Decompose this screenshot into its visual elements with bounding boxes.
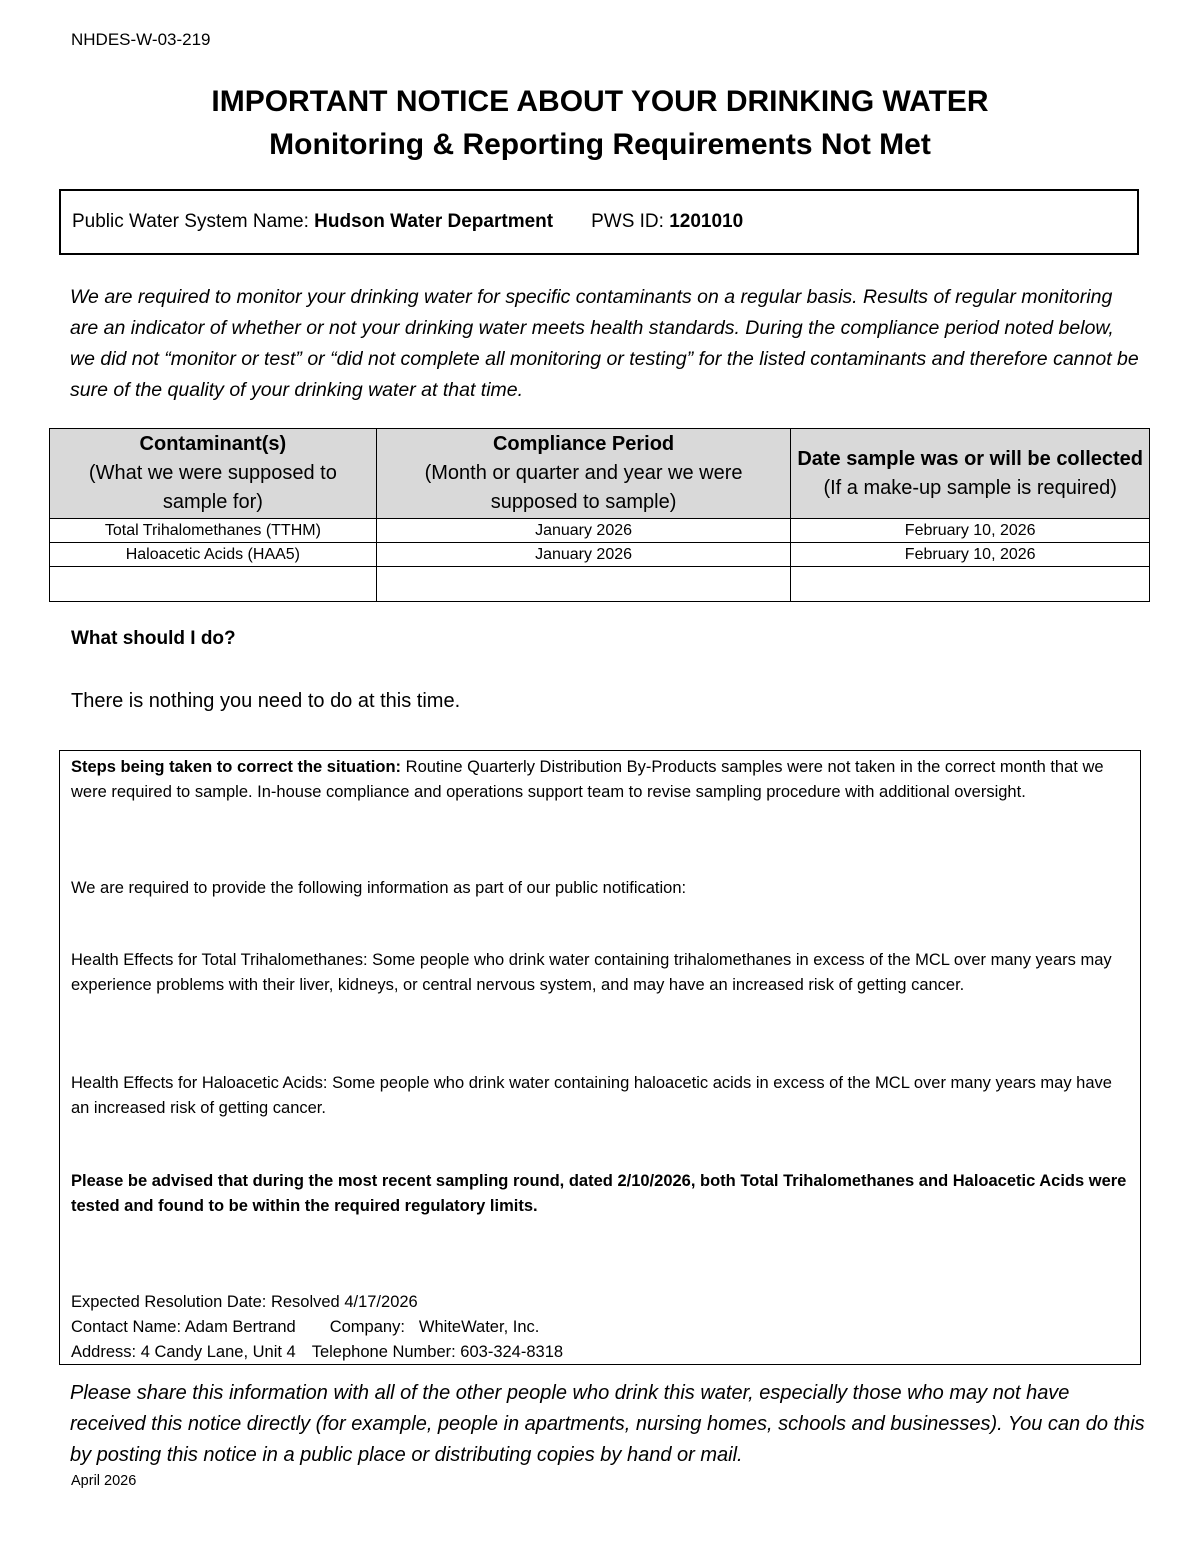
pws-name-value: Hudson Water Department bbox=[314, 211, 554, 232]
pws-id-value: 1201010 bbox=[669, 211, 744, 232]
what-to-do-answer: There is nothing you need to do at this time. bbox=[71, 690, 461, 712]
table-row bbox=[50, 519, 1150, 543]
what-to-do-heading: What should I do? bbox=[71, 628, 236, 649]
table-cell bbox=[376, 567, 791, 602]
table-header-row bbox=[50, 429, 1150, 519]
table-cell: Total Trihalomethanes (TTHM) bbox=[50, 519, 377, 543]
advisory-text: Please be advised that during the most recent sampling round, dated 2/10/2026, both Total Trihalomethanes and Haloacetic Acids were tested and found to be within the required regulatory limits. bbox=[71, 1172, 1127, 1215]
share-paragraph: Please share this information with all of the other people who drink this water, especially those who may not have received this notice directly (for example, people in apartments, nursing homes, schools and businesses). You can do this by posting this notice in a public place or distributing copies by hand or mail. bbox=[70, 1382, 1145, 1466]
table-row-empty bbox=[50, 567, 1150, 602]
pws-id-label: PWS ID: bbox=[591, 211, 664, 232]
table-cell bbox=[791, 567, 1150, 602]
table-cell: February 10, 2026 bbox=[791, 543, 1150, 567]
health-effects-haa: Health Effects for Haloacetic Acids: Some people who drink water containing haloacetic acids in excess of the MCL over many years may have an increased risk of getting cancer. bbox=[71, 1074, 1112, 1117]
contaminant-table bbox=[49, 428, 1150, 602]
contact-name: Contact Name: Adam Bertrand bbox=[71, 1318, 296, 1336]
intro-paragraph: We are required to monitor your drinking water for specific contaminants on a regular basis. Results of regular monitoring are an indicator of whether or not your drinking water meets health standards. During the compliance period noted below, we did not “monitor or test” or “did not complete all monitoring or testing” for the listed contaminants and therefore cannot be sure of the quality of your drinking water at that time. bbox=[70, 286, 1139, 401]
table-cell: January 2026 bbox=[376, 543, 791, 567]
health-effects-tthm: Health Effects for Total Trihalomethanes: Some people who drink water containing trihalomethanes in excess of the MCL over many years may experience problems with their liver, kidneys, or central nervous system, and may have an increased risk of getting cancer. bbox=[71, 951, 1112, 994]
footer-date: April 2026 bbox=[71, 1473, 137, 1489]
address: Address: 4 Candy Lane, Unit 4 bbox=[71, 1343, 296, 1361]
address-line bbox=[71, 1340, 1131, 1365]
pws-name-label: Public Water System Name: bbox=[72, 211, 309, 232]
resolution-date: Expected Resolution Date: Resolved 4/17/2026 bbox=[71, 1293, 418, 1311]
table-cell: Haloacetic Acids (HAA5) bbox=[50, 543, 377, 567]
notice-subtitle: Monitoring & Reporting Requirements Not Met bbox=[269, 128, 931, 161]
company-value: WhiteWater, Inc. bbox=[418, 1318, 540, 1336]
telephone: Telephone Number: 603-324-8318 bbox=[311, 1343, 564, 1361]
steps-paragraph bbox=[71, 755, 1131, 805]
steps-text: Routine Quarterly Distribution By-Products samples were not taken in the correct month that we were required to sample. In-house compliance and operations support team to revise sampling procedure with additional oversight. bbox=[71, 758, 1104, 801]
table-row bbox=[50, 543, 1150, 567]
steps-box bbox=[59, 750, 1141, 1365]
header-contaminants: Contaminant(s) (What we were supposed to sample for) bbox=[50, 429, 377, 519]
header-sample-date: Date sample was or will be collected (If a make-up sample is required) bbox=[791, 429, 1150, 519]
pws-info-box bbox=[59, 189, 1139, 255]
table-cell bbox=[50, 567, 377, 602]
required-info-text: We are required to provide the following information as part of our public notification: bbox=[71, 879, 687, 897]
steps-label: Steps being taken to correct the situation: bbox=[71, 758, 402, 776]
contact-line bbox=[71, 1315, 1131, 1340]
table-cell: February 10, 2026 bbox=[791, 519, 1150, 543]
table-cell: January 2026 bbox=[376, 519, 791, 543]
header-compliance-period: Compliance Period (Month or quarter and year we were supposed to sample) bbox=[376, 429, 791, 519]
company-label: Company: bbox=[329, 1318, 405, 1336]
notice-title: IMPORTANT NOTICE ABOUT YOUR DRINKING WATER bbox=[211, 85, 989, 118]
document-id: NHDES-W-03-219 bbox=[71, 30, 211, 49]
